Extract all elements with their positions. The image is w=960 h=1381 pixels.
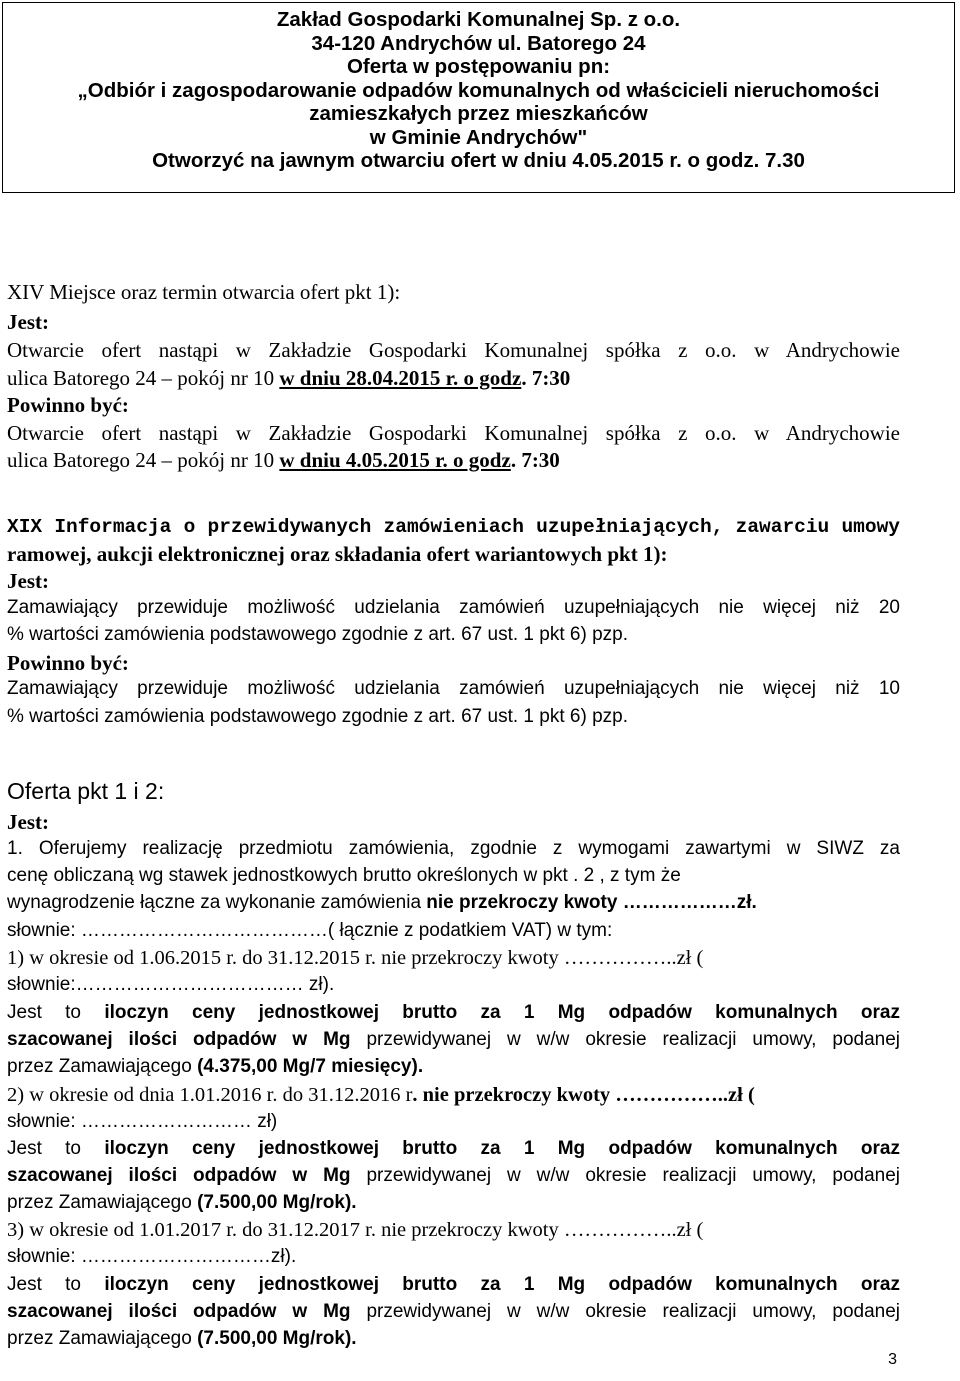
tender-title-line-1: „Odbiór i zagospodarowanie odpadów komunalnych od właścicieli nieruchomości	[77, 78, 880, 102]
offer-line-4: słownie: …………………………………( łącznie z podatkiem VAT) w tym:	[7, 920, 613, 941]
section-14-jest-line-2: ulica Batorego 24 – pokój nr 10 w dniu 28.04.2015 r. o godz. 7:30	[7, 366, 571, 390]
section-19-jest-label: Jest:	[7, 569, 49, 593]
offer-line-18: szacowanej ilości odpadów w Mg przewidywanej w w/w okresie realizacji umowy, podanej	[7, 1301, 900, 1322]
offer-jest-label: Jest:	[7, 810, 49, 834]
company-name: Zakład Gospodarki Komunalnej Sp. z o.o.	[276, 8, 681, 31]
page-number: 3	[888, 1351, 897, 1368]
section-19-powinno-line-2: % wartości zamówienia podstawowego zgodnie z art. 67 ust. 1 pkt 6) pzp.	[7, 706, 628, 727]
section-19-jest-line-1: Zamawiający przewiduje możliwość udzielania zamówień uzupełniających nie więcej niż 20	[7, 597, 900, 618]
section-19-title-line-2: ramowej, aukcji elektronicznej oraz składania ofert wariantowych pkt 1):	[7, 542, 668, 566]
offer-line-9: przez Zamawiającego (4.375,00 Mg/7 miesięcy).	[7, 1056, 424, 1077]
section-19-jest-line-2: % wartości zamówienia podstawowego zgodnie z art. 67 ust. 1 pkt 6) pzp.	[7, 624, 628, 645]
offer-label: Oferta w postępowaniu pn:	[346, 55, 611, 78]
offer-line-3: wynagrodzenie łączne za wykonanie zamówienia nie przekroczy kwoty ………………zł.	[7, 892, 757, 913]
tender-title-line-2: zamieszkałych przez mieszkańców	[309, 102, 648, 125]
header-box	[2, 2, 955, 193]
company-address: 34-120 Andrychów ul. Batorego 24	[311, 31, 646, 55]
offer-line-10: 2) w okresie od dnia 1.01.2016 r. do 31.12.2016 r. nie przekroczy kwoty ……………..zł (	[7, 1084, 755, 1106]
section-14-jest-label: Jest:	[7, 310, 49, 334]
section-19-powinno-line-1: Zamawiający przewiduje możliwość udzielania zamówień uzupełniających nie więcej niż 10	[7, 678, 900, 699]
section-19-title-line-1: XIX Informacja o przewidywanych zamówieniach uzupełniających, zawarciu umowy	[7, 516, 900, 538]
offer-line-17: Jest to iloczyn ceny jednostkowej brutto za 1 Mg odpadów komunalnych oraz	[7, 1274, 901, 1295]
section-14-jest-line-1: Otwarcie ofert nastąpi w Zakładzie Gospodarki Komunalnej spółka z o.o. w Andrychowie	[7, 338, 900, 362]
offer-line-7: Jest to iloczyn ceny jednostkowej brutto za 1 Mg odpadów komunalnych oraz	[7, 1002, 901, 1023]
section-14-powinno-label: Powinno być:	[7, 393, 129, 417]
offer-line-1: 1. Oferujemy realizację przedmiotu zamówienia, zgodnie z wymogami zawartymi w SIWZ za	[7, 838, 900, 859]
offer-line-11: słownie: ……………………… zł)	[7, 1111, 278, 1132]
offer-line-14: przez Zamawiającego (7.500,00 Mg/rok).	[7, 1192, 357, 1213]
offer-line-12: Jest to iloczyn ceny jednostkowej brutto za 1 Mg odpadów komunalnych oraz	[7, 1138, 901, 1159]
section-14-powinno-line-2: ulica Batorego 24 – pokój nr 10 w dniu 4.05.2015 r. o godz. 7:30	[7, 448, 560, 472]
offer-line-13: szacowanej ilości odpadów w Mg przewidywanej w w/w okresie realizacji umowy, podanej	[7, 1165, 900, 1186]
section-14-powinno-line-1: Otwarcie ofert nastąpi w Zakładzie Gospodarki Komunalnej spółka z o.o. w Andrychowie	[7, 421, 900, 445]
offer-line-2: cenę obliczaną wg stawek jednostkowych brutto określonych w pkt . 2 , z tym że	[7, 865, 681, 886]
tender-title-line-3: w Gminie Andrychów"	[369, 125, 588, 149]
offer-line-5: 1) w okresie od 1.06.2015 r. do 31.12.2015 r. nie przekroczy kwoty ……………..zł (	[7, 947, 704, 969]
offer-line-19: przez Zamawiającego (7.500,00 Mg/rok).	[7, 1328, 357, 1349]
offer-line-6: słownie:……………………………… zł).	[7, 974, 335, 995]
offer-section-title: Oferta pkt 1 i 2:	[7, 778, 165, 804]
section-14-title: XIV Miejsce oraz termin otwarcia ofert pkt 1):	[7, 280, 401, 304]
offer-line-8: szacowanej ilości odpadów w Mg przewidywanej w w/w okresie realizacji umowy, podanej	[7, 1029, 900, 1050]
section-19-powinno-label: Powinno być:	[7, 651, 129, 675]
offer-line-15: 3) w okresie od 1.01.2017 r. do 31.12.2017 r. nie przekroczy kwoty ……………..zł (	[7, 1219, 704, 1241]
offer-line-16: słownie: …………………………zł).	[7, 1246, 297, 1267]
opening-note: Otworzyć na jawnym otwarciu ofert w dniu 4.05.2015 r. o godz. 7.30	[152, 149, 805, 172]
